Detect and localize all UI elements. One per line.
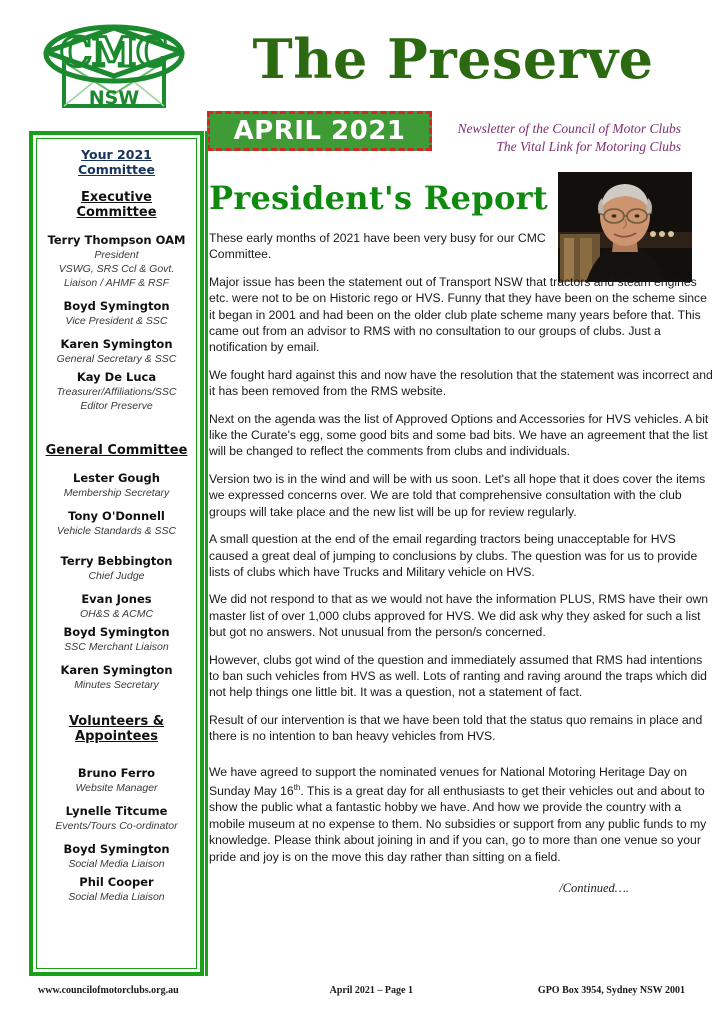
member-role: Chief Judge bbox=[88, 570, 145, 582]
article-content bbox=[209, 180, 713, 896]
member-role: Treasurer/Affiliations/SSC bbox=[56, 386, 177, 398]
paragraph: However, clubs got wind of the question and immediately assumed that RMS had intentions to ban such vehicles from HVS as well. Lots of ranting and raving around the traps which did not help things one little bit. It was a question, not a statement of fact. bbox=[209, 652, 707, 700]
member-role: Events/Tours Co-ordinator bbox=[55, 820, 178, 832]
paragraph: These early months of 2021 have been very busy for our CMC Committee. bbox=[209, 231, 546, 262]
article-intro-column bbox=[209, 230, 549, 263]
paragraph: Result of our intervention is that we have been told that the status quo remains in place and there is no intention to ban heavy vehicles from HVS. bbox=[209, 712, 703, 744]
committee-sidebar bbox=[29, 131, 204, 976]
page-footer bbox=[0, 985, 723, 996]
member-name: Tony O'Donnell bbox=[68, 509, 165, 523]
member-role: VSWG, SRS Ccl & Govt. bbox=[58, 263, 175, 275]
member-name: Evan Jones bbox=[81, 592, 152, 606]
sidebar-heading-general: General Committee bbox=[45, 443, 188, 458]
member-role: Liaison / AHMF & RSF bbox=[63, 277, 170, 289]
paragraph-final bbox=[209, 764, 713, 866]
newsletter-title: The Preserve bbox=[252, 27, 654, 91]
committee-member bbox=[41, 299, 192, 328]
footer-page-info: April 2021 – Page 1 bbox=[329, 985, 413, 996]
committee-member bbox=[41, 766, 192, 795]
committee-member bbox=[41, 875, 192, 904]
member-role: Minutes Secretary bbox=[74, 679, 159, 691]
footer-address: GPO Box 3954, Sydney NSW 2001 bbox=[537, 985, 685, 996]
member-name: Boyd Symington bbox=[63, 842, 170, 856]
committee-member bbox=[41, 592, 192, 621]
article-heading: President's Report bbox=[209, 179, 548, 217]
sidebar-heading-volunteers: Volunteers & Appointees bbox=[68, 714, 165, 744]
member-role: Membership Secretary bbox=[63, 487, 170, 499]
committee-sidebar-inner bbox=[36, 138, 197, 969]
member-role: Vice President & SSC bbox=[65, 315, 168, 327]
paragraph: Next on the agenda was the list of Approved Options and Accessories for HVS vehicles. A bit like the Curate's egg, some good bits and some bad bits. We have an agreement that the list will be changed to reflect the comments from clubs and individuals. bbox=[209, 411, 709, 459]
content-divider-rule bbox=[205, 131, 208, 976]
tagline-secondary: The Vital Link for Motoring Clubs bbox=[496, 139, 681, 154]
svg-text:NSW: NSW bbox=[88, 87, 140, 109]
continued-note: /Continued…. bbox=[559, 881, 629, 896]
committee-member bbox=[41, 509, 192, 538]
paragraph: Version two is in the wind and will be with us soon. Let's all hope that it does cover the items we expressed concerns over. We are told that comprehensive consultation with the club groups will take place and the new list will be up for review regularly. bbox=[209, 471, 706, 519]
svg-text:CMC: CMC bbox=[60, 29, 168, 76]
paragraph: Major issue has been the statement out of Transport NSW that tractors and steam engines etc. were not to be on Historic rego or HVS. Funny that they have been on the scheme since it began in 2001 and had been on the older club plate scheme many years before that. This came out from an advisor to RMS with no consultation to our groups of clubs. Just a notification by email. bbox=[209, 274, 707, 355]
paragraph: A small question at the end of the email regarding tractors being unacceptable for HVS caused a great deal of jumping to conclusions by clubs. The question was for us to provide lists of clubs which have Trucks and Military vehicle on HVS. bbox=[209, 532, 698, 579]
final-text-part2: . This is a great day for all enthusiasts to get their vehicles out and about to show the public what a fantastic hobby we have. And how we provide the country with a mobile museum at no expense to them. No subsidies or support from any public funds to my knowledge. Please think about joining in and if you can, go to more than one venue so your pride and joy is on the move this day rather than sitting on a field. bbox=[209, 784, 707, 864]
committee-member bbox=[41, 233, 192, 290]
member-role: President bbox=[94, 249, 139, 261]
member-role: SSC Merchant Liaison bbox=[64, 641, 169, 653]
member-name: Lester Gough bbox=[73, 471, 160, 485]
committee-member bbox=[41, 625, 192, 654]
member-name: Bruno Ferro bbox=[77, 766, 156, 780]
article-body bbox=[209, 274, 713, 896]
committee-member bbox=[41, 663, 192, 692]
member-name: Boyd Symington bbox=[63, 299, 170, 313]
footer-website[interactable]: www.councilofmotorclubs.org.au bbox=[38, 985, 179, 996]
sidebar-heading-executive: Executive Committee bbox=[76, 190, 157, 220]
member-role: Website Manager bbox=[75, 782, 158, 794]
final-text-part1: We have agreed to support the nominated venues for National Motoring Heritage Day on Sunday May 16 bbox=[209, 764, 688, 799]
issue-date-badge: APRIL 2021 bbox=[207, 111, 432, 151]
committee-member bbox=[41, 337, 192, 366]
member-role: Vehicle Standards & SSC bbox=[56, 525, 177, 537]
committee-member bbox=[41, 842, 192, 871]
ordinal-suffix: th bbox=[293, 782, 301, 792]
member-name: Boyd Symington bbox=[63, 625, 170, 639]
taglines bbox=[381, 120, 681, 156]
committee-member bbox=[41, 804, 192, 833]
paragraph: We did not respond to that as we would not have the information PLUS, RMS have their own master list of over 1,000 clubs approved for HVS. We did ask why they asked for such a list but got no answers. Not unusual from the person/s concerned. bbox=[209, 592, 709, 640]
committee-member bbox=[41, 554, 192, 583]
member-role: OH&S & ACMC bbox=[79, 608, 154, 620]
member-name: Terry Thompson OAM bbox=[47, 233, 186, 247]
member-role: Editor Preserve bbox=[80, 400, 153, 412]
committee-member bbox=[41, 471, 192, 500]
sidebar-title: Your 2021 Committee bbox=[77, 147, 155, 177]
member-name: Karen Symington bbox=[60, 663, 173, 677]
member-name: Phil Cooper bbox=[79, 875, 154, 889]
member-name: Karen Symington bbox=[60, 337, 173, 351]
member-role: Social Media Liaison bbox=[68, 858, 165, 870]
member-name: Terry Bebbington bbox=[60, 554, 173, 568]
member-role: General Secretary & SSC bbox=[56, 353, 177, 365]
cmc-nsw-logo bbox=[34, 22, 194, 130]
committee-member bbox=[41, 370, 192, 413]
member-name: Lynelle Titcume bbox=[65, 804, 168, 818]
tagline-primary: Newsletter of the Council of Motor Clubs bbox=[457, 121, 681, 136]
logo-icon bbox=[34, 22, 194, 130]
member-name: Kay De Luca bbox=[76, 370, 157, 384]
member-role: Social Media Liaison bbox=[68, 891, 165, 903]
paragraph: We fought hard against this and now have the resolution that the statement was incorrect and it has been removed from the RMS website. bbox=[209, 367, 713, 399]
